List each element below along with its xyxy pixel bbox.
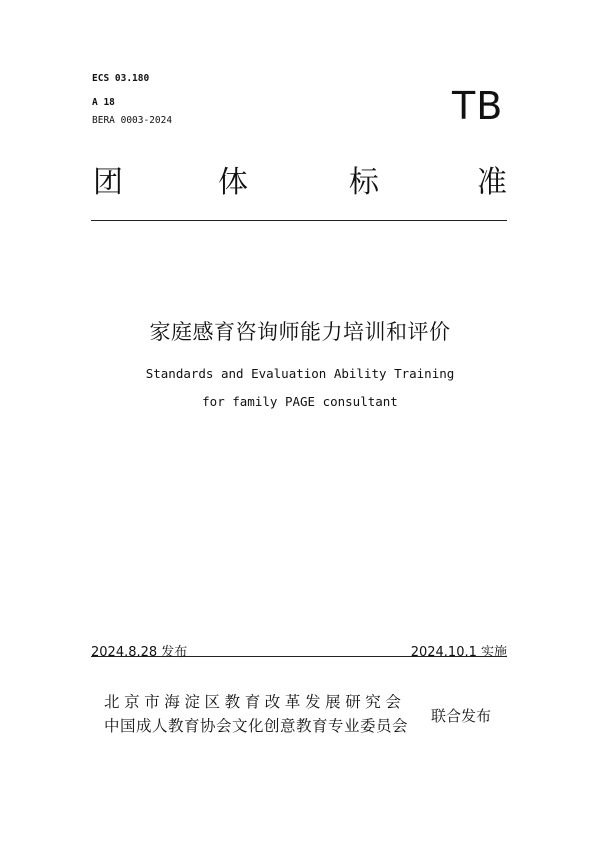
implementation-date: 2024.10.1 实施 — [410, 645, 507, 660]
category-char-3: 标 — [349, 165, 379, 200]
document-title-english-line2: for family PAGE consultant — [202, 394, 398, 409]
category-char-4: 准 — [477, 165, 507, 200]
ics-code: ECS 03.180 — [92, 73, 150, 84]
issuer-organization-2: 中国成人教育协会文化创意教育专业委员会 — [104, 717, 409, 735]
document-title-english-line1: Standards and Evaluation Ability Training — [145, 366, 455, 381]
ccs-code: A 18 — [92, 97, 115, 108]
standard-number: BERA 0003-2024 — [92, 115, 173, 126]
document-title-chinese: 家庭感育咨询师能力培训和评价 — [149, 320, 451, 344]
category-char-2: 体 — [218, 165, 248, 200]
issuer-organization-1: 北京市海淀区教育改革发展研究会 — [104, 693, 406, 711]
footer-divider — [91, 656, 507, 657]
joint-issue-label: 联合发布 — [431, 707, 492, 725]
header-divider — [91, 220, 507, 221]
category-char-1: 团 — [93, 165, 123, 200]
standard-mark: TB — [452, 84, 504, 128]
publish-date: 2024.8.28 发布 — [91, 645, 188, 660]
